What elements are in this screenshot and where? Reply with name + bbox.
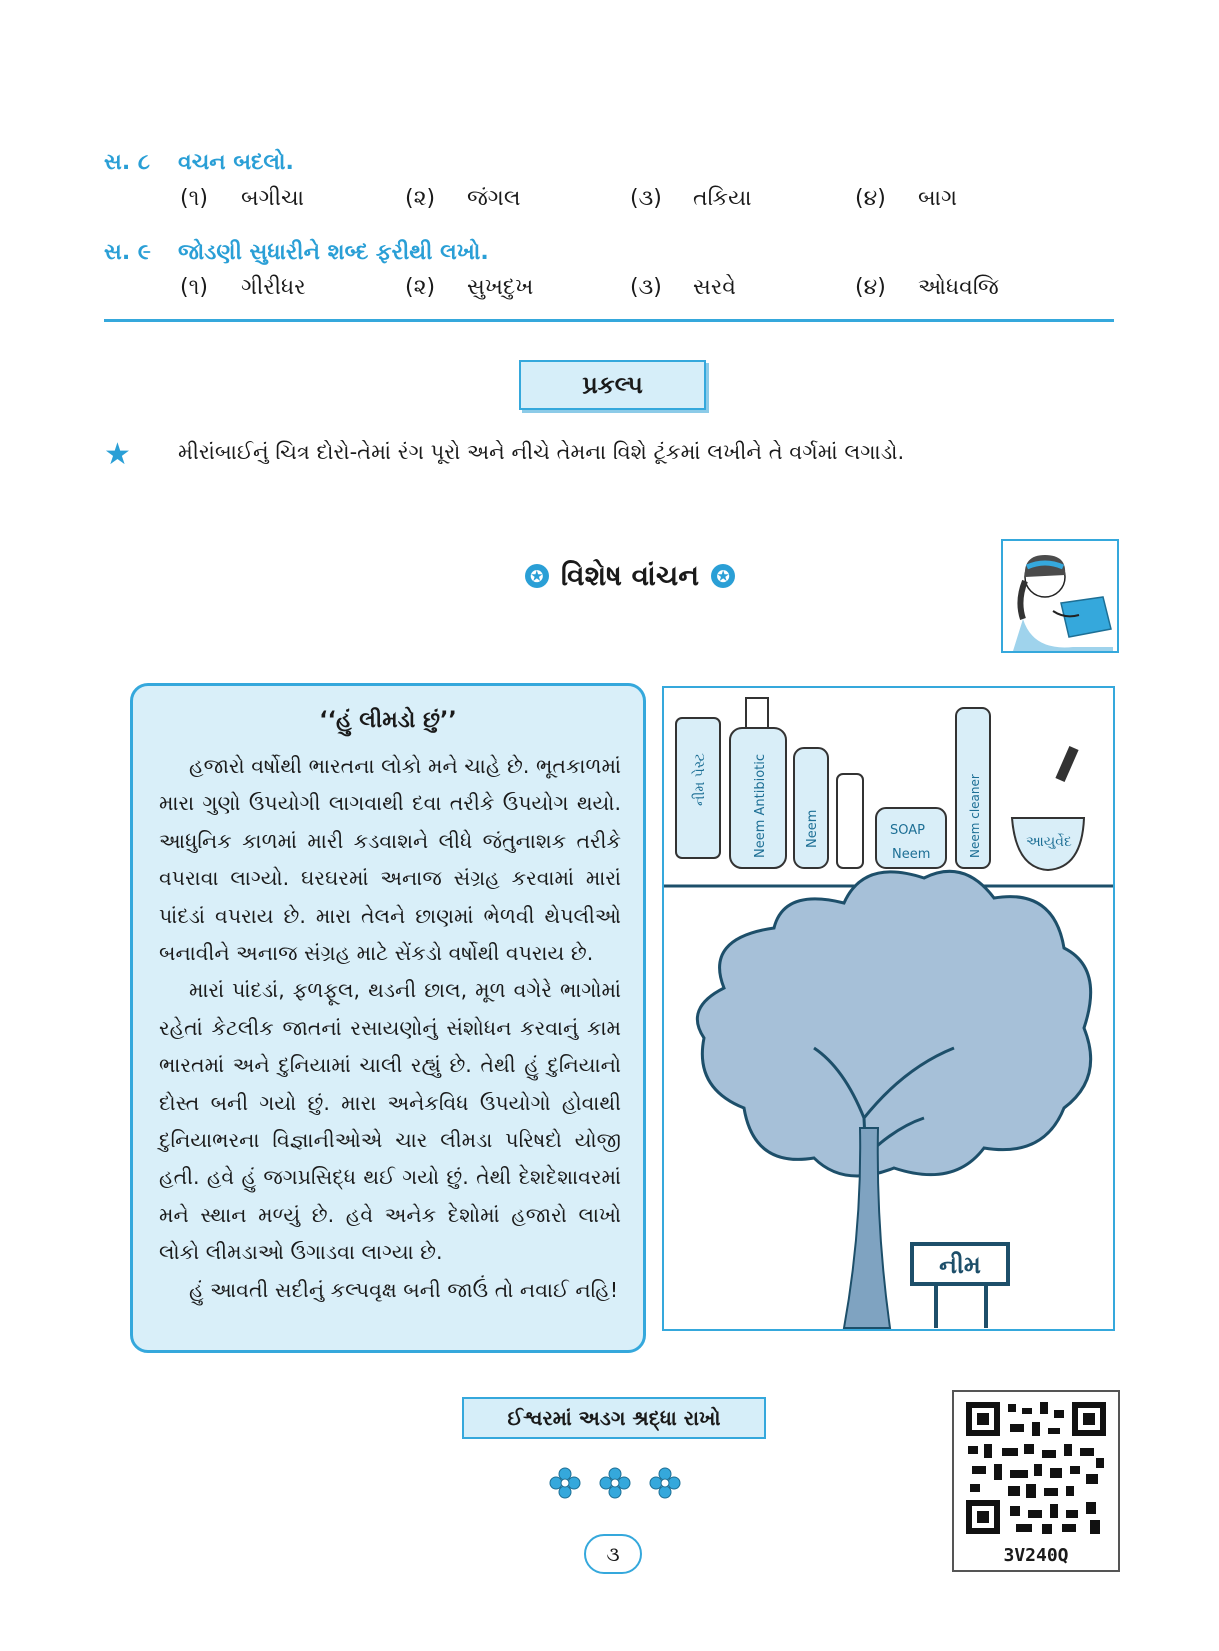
story-panel [130, 683, 646, 1353]
question-8-title: વચન બદલો. [178, 150, 294, 175]
neem-bottle-label: Neem [805, 809, 820, 848]
question-9-title: જોડણી સુધારીને શબ્દ ફરીથી લખો. [178, 240, 489, 265]
project-heading: પ્રકલ્પ [519, 360, 706, 410]
neem-products-drawing [676, 698, 1084, 870]
q9-option-3-text: સરવે [693, 275, 736, 300]
q8-option-1-text: બગીચા [241, 186, 305, 211]
q9-option-1-text: ગીરીધર [241, 275, 306, 300]
story-body [159, 748, 621, 1309]
story-paragraph: હજારો વર્ષોથી ભારતના લોકો મને ચાહે છે. ભૂતકાળમાં મારા ગુણો ઉપયોગી લાગવાથી દવા તરીકે ઉપયોગ થયો. આધુનિક કાળમાં મારી કડવાશને લીધે જંતુનાશક તરીકે વપરાવા લાગ્યો. ઘરઘરમાં અનાજ સંગ્રહ કરવામાં મારાં પાંદડાં વપરાય છે. મારા તેલને છાણમાં ભેળવી થેપલીઓ બનાવીને અનાજ સંગ્રહ માટે સેંકડો વર્ષોથી વપરાય છે. [159, 754, 621, 966]
q8-option-4-num: (૪) [855, 186, 886, 211]
q8-option-2-text: જંગલ [467, 186, 521, 211]
special-reading-heading [500, 553, 760, 599]
neem-tree-drawing [697, 871, 1090, 1328]
soap-neem-label: Neem [892, 847, 931, 862]
page-number: ૩ [584, 1534, 642, 1574]
ayurved-label: આયુર્વેદ [1026, 834, 1072, 850]
star-bullet-icon: ★ [104, 437, 131, 472]
question-8-label: સ. ૮ [104, 150, 150, 175]
q9-option-4-num: (૪) [855, 275, 886, 300]
neem-illustration [662, 686, 1115, 1331]
neem-sign-label: નીમ [939, 1251, 981, 1279]
qr-code-text: 3V240Q [1003, 1545, 1069, 1566]
q8-option-4-text: બાગ [918, 186, 958, 211]
q9-option-2-text: સુખદુખ [467, 275, 534, 300]
qr-code[interactable] [952, 1390, 1120, 1572]
story-title: ‘‘હું લીમડો છું’’ [319, 708, 457, 733]
star-badge-icon: ✪ [711, 564, 735, 588]
story-paragraph: મારાં પાંદડાં, ફળફૂલ, થડની છાલ, મૂળ વગેરે ભાગોમાં રહેતાં કેટલીક જાતનાં રસાયણોનું સંશોધન કરવાનું કામ ભારતમાં અને દુનિયામાં ચાલી રહ્યું છે. તેથી હું દુનિયાનો દોસ્ત બની ગયો છું. મારા અનેકવિધ ઉપયોગો હોવાથી દુનિયાભરના વિજ્ઞાનીઓએ ચાર લીમડા પરિષદો યોજી હતી. હવે હું જગપ્રસિદ્ધ થઈ ગયો છું. તેથી દેશદેશાવરમાં મને સ્થાન મળ્યું છે. હવે અનેક દેશોમાં હજારો લાખો લોકો લીમડાઓ ઉગાડવા લાગ્યા છે. [159, 978, 621, 1265]
antibiotic-label: Neem Antibiotic [753, 753, 768, 858]
q9-option-2-num: (૨) [405, 275, 436, 300]
flower-ornament [545, 1463, 685, 1503]
motto-box: ઈશ્વરમાં અડગ શ્રદ્ધા રાખો [462, 1397, 766, 1439]
story-paragraph: હું આવતી સદીનું કલ્પવૃક્ષ બની જાઉં તો નવાઈ નહિ! [189, 1277, 619, 1302]
q9-option-4-text: ઓધવજિ [918, 275, 999, 300]
section-divider [104, 319, 1114, 322]
q9-option-1-num: (૧) [180, 275, 208, 300]
soap-label: SOAP [890, 823, 925, 838]
q8-option-2-num: (૨) [405, 186, 436, 211]
project-task: મીરાંબાઈનું ચિત્ર દોરો-તેમાં રંગ પૂરો અને નીચે તેમના વિશે ટૂંકમાં લખીને તે વર્ગમાં લગાડો. [178, 440, 905, 464]
cleaner-label: Neem cleaner [968, 774, 982, 858]
q8-option-3-num: (૩) [630, 186, 662, 211]
q8-option-3-text: તકિયા [693, 186, 752, 211]
q9-option-3-num: (૩) [630, 275, 662, 300]
question-9-label: સ. ૯ [104, 240, 151, 265]
paste-label: નીમ પેસ્ટ [692, 753, 708, 806]
q8-option-1-num: (૧) [180, 186, 208, 211]
special-reading-label: વિશેષ વાંચન [560, 559, 700, 592]
star-badge-icon: ✪ [525, 564, 549, 588]
reading-girl-illustration [1001, 539, 1119, 653]
